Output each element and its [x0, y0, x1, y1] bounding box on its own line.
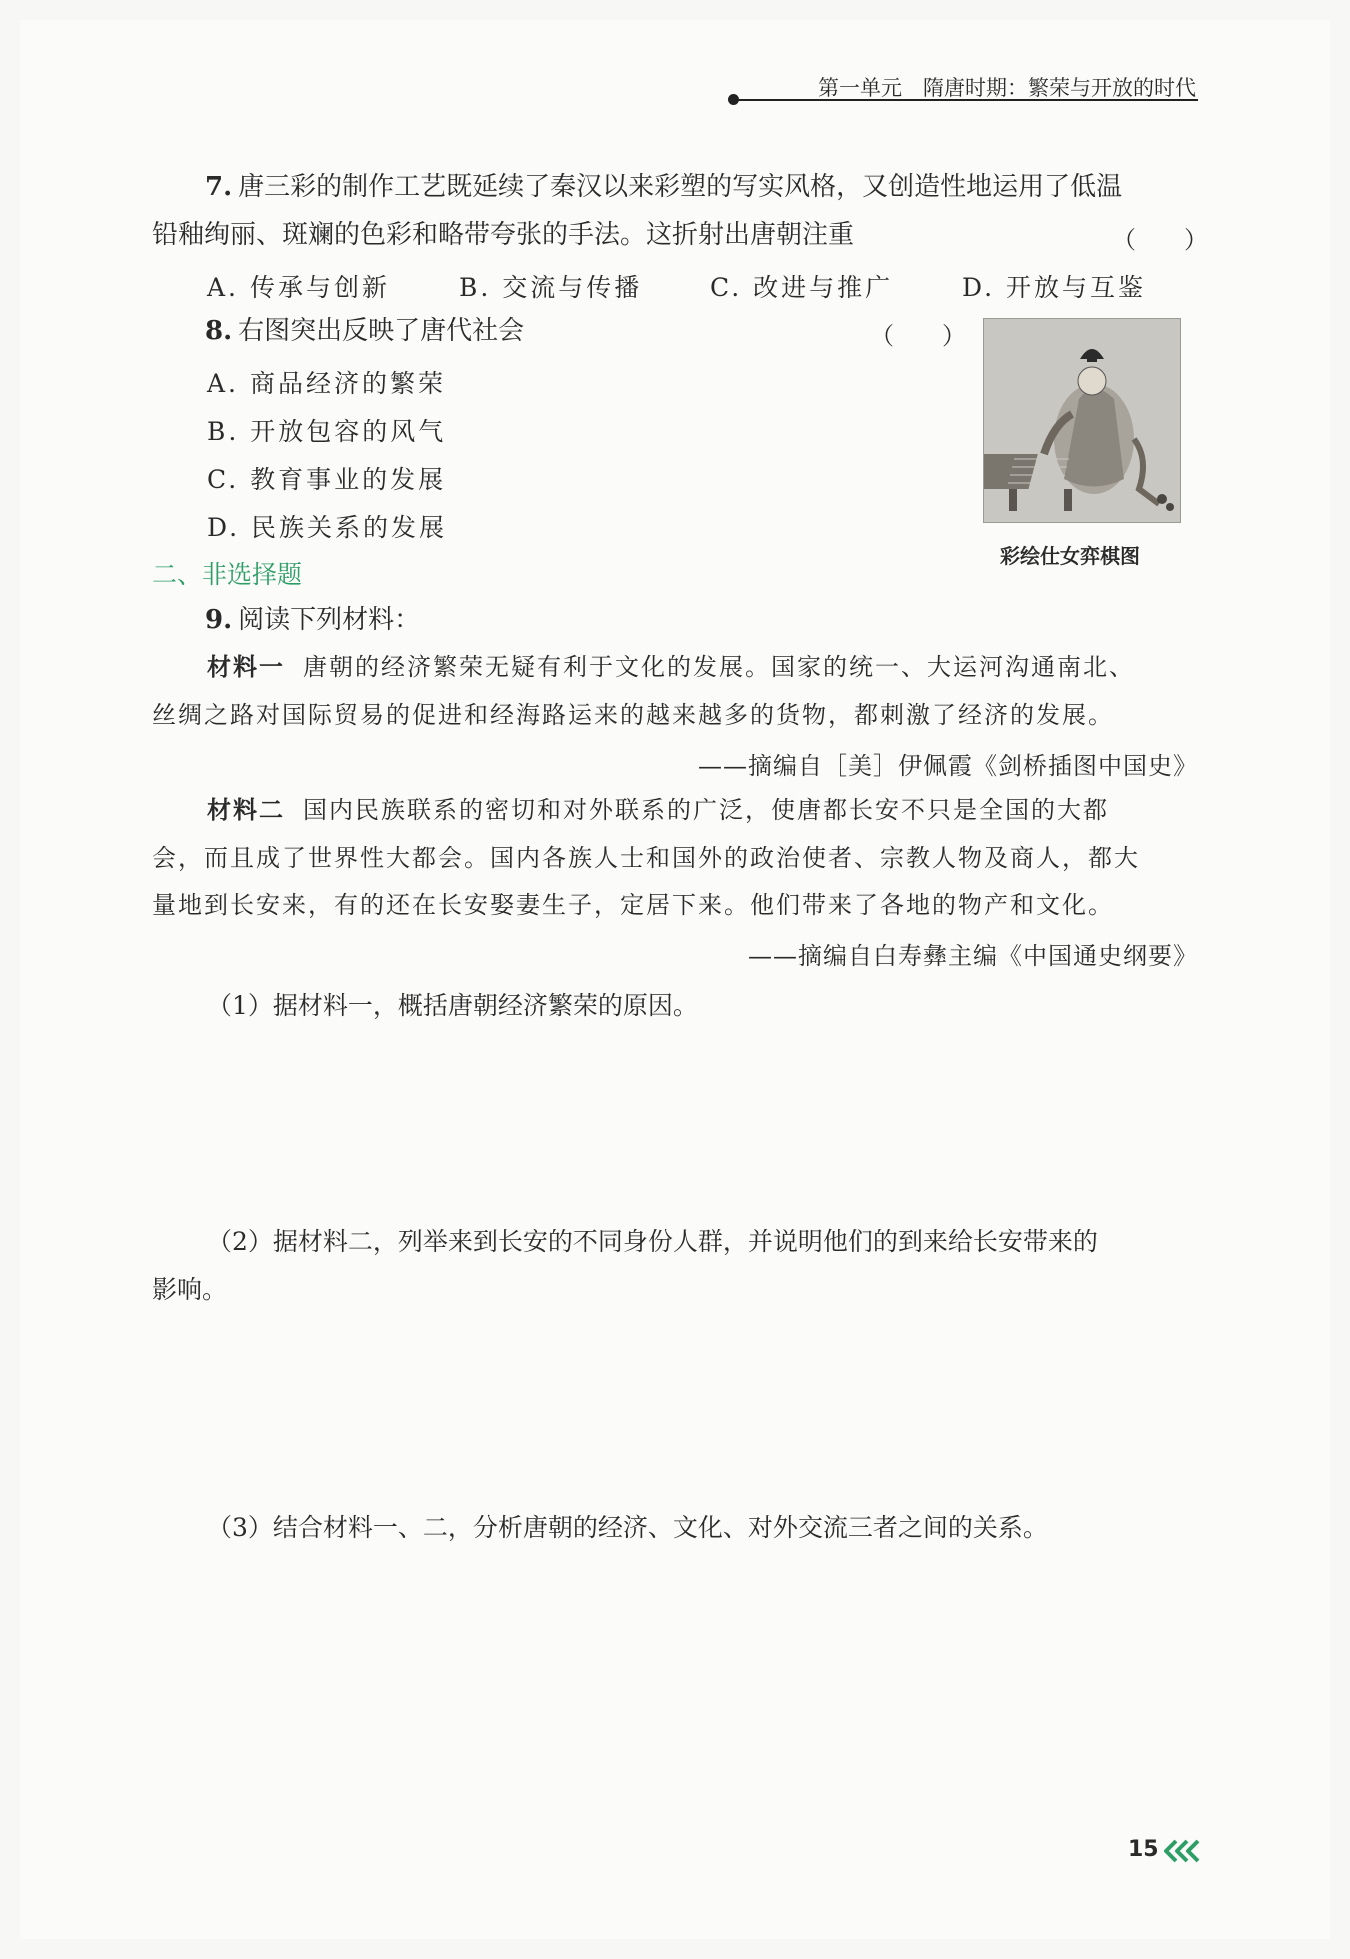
section-title: 二、非选择题	[152, 560, 303, 589]
q8-option-d: D. 民族关系的发展	[207, 513, 448, 542]
material2-line1	[207, 793, 1109, 827]
q7-text-1: 唐三彩的制作工艺既延续了秦汉以来彩塑的写实风格，又创造性地运用了低温	[238, 172, 1123, 202]
material2-text-1: 国内民族联系的密切和对外联系的广泛，使唐都长安不只是全国的大都	[303, 796, 1109, 824]
q7-number: 7.	[205, 172, 233, 202]
q8-option-a: A. 商品经济的繁荣	[207, 369, 446, 398]
q9-sub2-line2: 影响。	[152, 1275, 228, 1304]
q7-option-d: D. 开放与互鉴	[962, 273, 1147, 302]
page	[20, 20, 1330, 1939]
material1-label: 材料一	[207, 653, 285, 681]
q9-sub2-line1: （2）据材料二，列举来到长安的不同身份人群，并说明他们的到来给长安带来的	[207, 1227, 1098, 1256]
q9-sub1: （1）据材料一，概括唐朝经济繁荣的原因。	[207, 991, 698, 1020]
chevron-left-double-icon	[1162, 1837, 1202, 1865]
q7-option-c: C. 改进与推广	[710, 273, 894, 302]
figure-caption: 彩绘仕女弈棋图	[1000, 544, 1140, 568]
material1-text-1: 唐朝的经济繁荣无疑有利于文化的发展。国家的统一、大运河沟通南北、	[303, 653, 1135, 681]
material1-source: ——摘编自［美］伊佩霞《剑桥插图中国史》	[698, 752, 1198, 780]
material1-line1	[207, 650, 1135, 684]
q8-option-b: B. 开放包容的风气	[207, 417, 447, 446]
page-number: 15	[1128, 1837, 1159, 1862]
running-header	[728, 74, 1198, 104]
q9-stem: 阅读下列材料：	[238, 605, 421, 635]
material1-line2: 丝绸之路对国际贸易的促进和经海路运来的越来越多的货物，都刺激了经济的发展。	[152, 701, 1114, 729]
q9-number: 9.	[205, 605, 233, 635]
q8-stem-line	[205, 314, 524, 348]
q7-answer-paren: （ ）	[1112, 226, 1208, 254]
q7-line1	[205, 170, 1122, 204]
q8-stem: 右图突出反映了唐代社会	[238, 316, 525, 346]
q9-stem-line	[205, 603, 420, 637]
material2-source: ——摘编自白寿彝主编《中国通史纲要》	[748, 942, 1198, 970]
q8-option-c: C. 教育事业的发展	[207, 465, 447, 494]
q8-answer-paren: （ ）	[870, 322, 966, 350]
painting-figure	[983, 318, 1181, 523]
q7-option-a: A. 传承与创新	[207, 273, 390, 302]
unit-title: 第一单元 隋唐时期：繁荣与开放的时代	[818, 76, 1196, 100]
q7-option-b: B. 交流与传播	[459, 273, 643, 302]
material2-line3: 量地到长安来，有的还在长安娶妻生子，定居下来。他们带来了各地的物产和文化。	[152, 891, 1114, 919]
q8-number: 8.	[205, 316, 233, 346]
lady-playing-go-illustration	[984, 319, 1180, 522]
q7-line2: 铅釉绚丽、斑斓的色彩和略带夸张的手法。这折射出唐朝注重	[152, 220, 855, 250]
material2-line2: 会，而且成了世界性大都会。国内各族人士和国外的政治使者、宗教人物及商人，都大	[152, 844, 1140, 872]
q9-sub3: （3）结合材料一、二，分析唐朝的经济、文化、对外交流三者之间的关系。	[207, 1513, 1048, 1542]
material2-label: 材料二	[207, 796, 285, 824]
